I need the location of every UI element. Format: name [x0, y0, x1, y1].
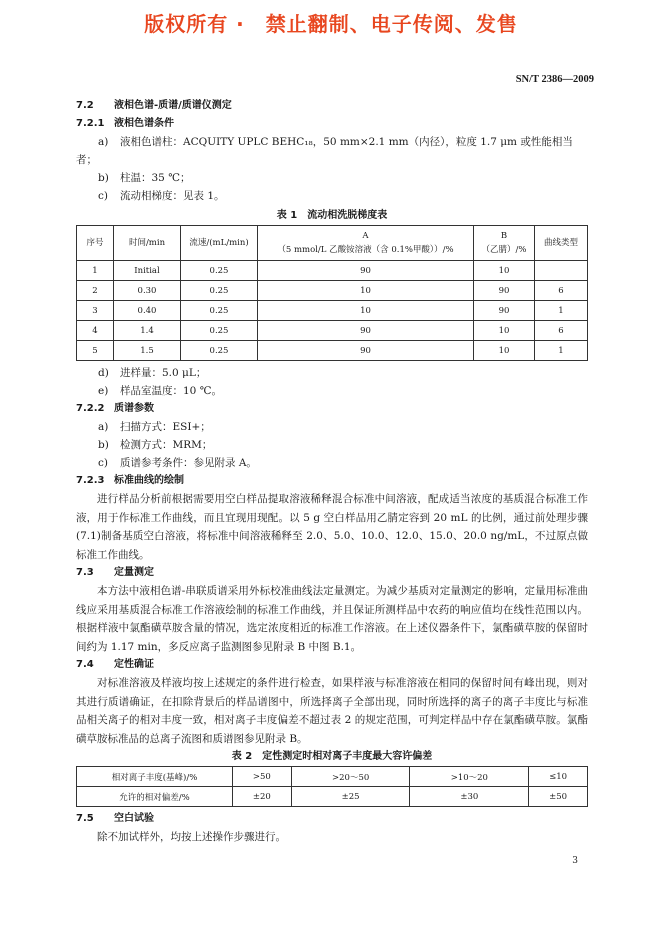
tolerance-table [76, 766, 588, 807]
header-time: 时间/min [114, 226, 181, 261]
header-curve: 曲线类型 [535, 226, 588, 261]
list-marker: d) [98, 367, 109, 379]
section-heading-7-2-1 [76, 115, 588, 133]
table-header-row [77, 226, 588, 261]
header-b-bottom: （乙腈）/% [481, 245, 527, 255]
list-text: 样品室温度：10 ℃。 [120, 385, 222, 397]
table-cell-a: 90 [258, 261, 474, 281]
table-cell-curve [535, 261, 588, 281]
header-flow: 流速/(mL/min) [181, 226, 258, 261]
table-cell-curve: 1 [535, 341, 588, 361]
table-row [77, 767, 588, 787]
section-title: 空白试验 [114, 813, 154, 824]
table-cell-b: 10 [474, 261, 535, 281]
document-body [76, 97, 588, 847]
table-cell-seq: 3 [77, 301, 114, 321]
section-title: 定量测定 [114, 567, 154, 578]
list-item [76, 133, 588, 151]
table-cell-curve: 6 [535, 321, 588, 341]
table-cell-b: 10 [474, 341, 535, 361]
table-caption: 表 2 定性测定时相对离子丰度最大容许偏差 [231, 751, 433, 762]
list-item [76, 187, 588, 205]
table-cell-time: 0.40 [114, 301, 181, 321]
list-text: 质谱参考条件：参见附录 A。 [120, 457, 257, 469]
section-heading-7-3 [76, 564, 588, 582]
table-cell: ±30 [410, 787, 529, 807]
table-row [77, 321, 588, 341]
section-title: 质谱参数 [114, 403, 154, 414]
header-b [474, 226, 535, 261]
section-number: 7.4 [76, 659, 94, 670]
list-item [76, 454, 588, 472]
list-item [76, 436, 588, 454]
table-cell-flow: 0.25 [181, 261, 258, 281]
paragraph-quantification: 本方法中液相色谱-串联质谱采用外标校准曲线法定量测定。为减少基质对定量测定的影响，定量用标准曲线应采用基质混合标准工作溶液绘制的标准工作曲线，并且保证所测样品中农药的响应值均在线性范围以内。根据样液中氯酯磺草胺含量的情况，选定浓度相近的标准工作溶液。在上述仪器条件下，氯酯磺草胺的保留时间约为 1.17 min，多反应离子监测图参见附录 B 中图 B.1。 [76, 585, 588, 653]
list-marker: a) [98, 136, 109, 148]
list-text: 进样量：5.0 μL； [120, 367, 207, 379]
list-item [76, 169, 588, 187]
table-cell: ±50 [529, 787, 588, 807]
section-heading-7-4 [76, 656, 588, 674]
section-number: 7.2.1 [76, 118, 105, 129]
table-cell-curve: 6 [535, 281, 588, 301]
table-cell-time: 0.30 [114, 281, 181, 301]
header-a-top: A [362, 231, 369, 241]
header-b-top: B [500, 231, 508, 241]
table-cell-curve: 1 [535, 301, 588, 321]
gradient-table [76, 225, 588, 361]
table-cell: ≤10 [529, 767, 588, 787]
table-cell-b: 10 [474, 321, 535, 341]
list-text: 流动相梯度：见表 1。 [120, 190, 225, 202]
section-heading-7-5 [76, 810, 588, 828]
standard-code: SN/T 2386—2009 [515, 74, 594, 85]
table-row [77, 261, 588, 281]
table-row [77, 301, 588, 321]
list-text: 扫描方式：ESI+； [120, 421, 211, 433]
table-cell-a: 90 [258, 321, 474, 341]
list-text: 柱温：35 ℃； [120, 172, 191, 184]
list-marker: c) [98, 190, 108, 202]
page-number: 3 [572, 856, 578, 866]
list-marker: a) [98, 421, 109, 433]
section-number: 7.3 [76, 567, 94, 578]
table-row [77, 341, 588, 361]
table-cell-b: 90 [474, 281, 535, 301]
paragraph-confirmation: 对标准溶液及样液均按上述规定的条件进行检查，如果样液与标准溶液在相同的保留时间有峰出现，则对其进行质谱确证，在扣除背景后的样品谱图中，所选择离子全部出现，同时所选择的离子的离子丰度比与标准品相关离子的相对丰度一致，相对离子丰度偏差不超过表 2 的规定范围，可判定样品中存在氯酯磺草胺。氯酯磺草胺标准品的总离子流图和质谱图参见附录 B。 [76, 677, 588, 745]
table-cell-a: 10 [258, 301, 474, 321]
list-marker: b) [98, 439, 109, 451]
list-marker: e) [98, 385, 109, 397]
section-number: 7.2.3 [76, 475, 105, 486]
table-row [77, 787, 588, 807]
table-cell-flow: 0.25 [181, 301, 258, 321]
table-cell-a: 90 [258, 341, 474, 361]
table-cell: ±25 [291, 787, 410, 807]
table-cell-a: 10 [258, 281, 474, 301]
section-heading-7-2 [76, 97, 588, 115]
table-cell: >10～20 [410, 767, 529, 787]
table-cell: ±20 [233, 787, 292, 807]
table-cell-flow: 0.25 [181, 341, 258, 361]
list-item-continuation: 者； [76, 154, 97, 166]
list-marker: c) [98, 457, 108, 469]
table-cell-seq: 5 [77, 341, 114, 361]
list-item [76, 418, 588, 436]
table-cell: >20～50 [291, 767, 410, 787]
table-row [77, 281, 588, 301]
table-cell-flow: 0.25 [181, 281, 258, 301]
table-cell-time: 1.5 [114, 341, 181, 361]
section-number: 7.5 [76, 813, 94, 824]
section-heading-7-2-3 [76, 472, 588, 490]
list-text: 液相色谱柱：ACQUITY UPLC BEHC₁₈，50 mm×2.1 mm（内径），粒度 1.7 μm 或性能相当 [120, 136, 573, 148]
list-text: 检测方式：MRM； [120, 439, 213, 451]
section-title: 液相色谱条件 [114, 118, 174, 129]
watermark-banner: 版权所有 · 禁止翻制、电子传阅、发售 [144, 12, 518, 36]
table-caption: 表 1 流动相洗脱梯度表 [276, 210, 388, 221]
section-title: 定性确证 [114, 659, 154, 670]
table-cell-time: 1.4 [114, 321, 181, 341]
list-item [76, 364, 588, 382]
section-number: 7.2.2 [76, 403, 105, 414]
section-heading-7-2-2 [76, 400, 588, 418]
header-a [258, 226, 474, 261]
section-title: 标准曲线的绘制 [114, 475, 184, 486]
table-cell: >50 [233, 767, 292, 787]
table-cell-b: 90 [474, 301, 535, 321]
paragraph-calibration: 进行样品分析前根据需要用空白样品提取溶液稀释混合标准中间溶液，配成适当浓度的基质混合标准工作液，用于作标准工作曲线，而且宜现用现配。以 5 g 空白样品用乙腈定容到 20 mL 的比例，通过前处理步骤(7.1)制备基质空白溶液，将标准中间溶液稀释至 2.0、5.0、10.0、12.0、15.0、20.0 ng/mL，不过原点做标准工作曲线。 [76, 493, 588, 561]
table-cell-seq: 1 [77, 261, 114, 281]
section-title: 液相色谱-质谱/质谱仪测定 [114, 100, 232, 111]
table-cell-seq: 2 [77, 281, 114, 301]
paragraph-blank-test: 除不加试样外，均按上述操作步骤进行。 [97, 831, 286, 843]
section-number: 7.2 [76, 100, 94, 111]
header-seq: 序号 [77, 226, 114, 261]
row-label: 允许的相对偏差/% [77, 787, 233, 807]
row-label: 相对离子丰度(基峰)/% [77, 767, 233, 787]
table-cell-seq: 4 [77, 321, 114, 341]
list-marker: b) [98, 172, 109, 184]
list-item [76, 382, 588, 400]
table-cell-time: Initial [114, 261, 181, 281]
header-a-bottom: （5 mmol/L 乙酸铵溶液（含 0.1%甲酸））/% [277, 245, 454, 255]
table-cell-flow: 0.25 [181, 321, 258, 341]
